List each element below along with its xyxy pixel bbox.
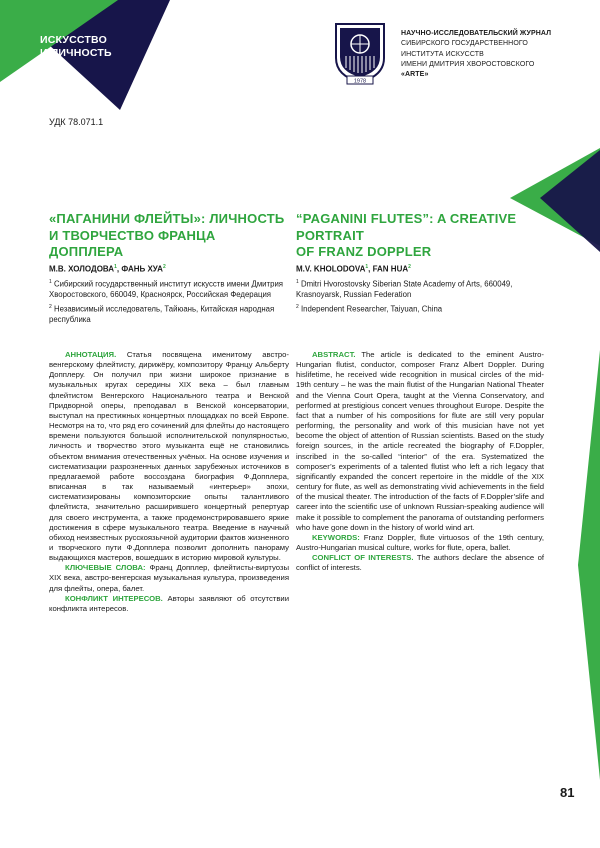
en-authors <box>296 264 544 274</box>
en-abstract-block <box>296 350 544 573</box>
section-tag <box>40 34 112 60</box>
en-aff2 <box>296 302 544 315</box>
ru-abstract-block <box>49 350 289 614</box>
right-green-stripe <box>578 350 600 780</box>
en-conflict-label: CONFLICT OF INTERESTS. <box>312 553 414 563</box>
en-authors-line <box>296 264 544 274</box>
en-aff1-text: Dmitri Hvorostovsky Siberian State Academy of Arts, 660049, Krasnoyarsk, Russian Federation <box>296 279 513 300</box>
ru-aff1-text: Сибирский государственный институт искусств имени Дмитрия Хворостовского, 660049, Красноярск, Российская Федерация <box>49 279 284 300</box>
journal-logo-icon <box>330 18 390 88</box>
en-aff2-sup: 2 <box>296 303 299 310</box>
en-aff1 <box>296 277 544 301</box>
en-aff2-text: Independent Researcher, Taiyuan, China <box>298 304 443 314</box>
ru-keywords-text: Франц Допплер, флейтисты-виртуозы XIX века, австро-венгерская музыкальная культура, произведения для флейты, опера, балет. <box>49 563 289 593</box>
en-title-line1: “PAGANINI FLUTES”: A CREATIVE PORTRAIT <box>296 211 517 243</box>
ru-title-line2: И ТВОРЧЕСТВО ФРАНЦА ДОППЛЕРА <box>49 227 216 259</box>
ru-title <box>49 211 289 261</box>
ru-conflict-text: Авторы заявляют об отсутствии конфликта интересов. <box>49 593 289 613</box>
ru-aff2-text: Независимый исследователь, Тайюань, Китайская народная республика <box>49 304 275 324</box>
journal-title-block <box>401 29 551 80</box>
ru-keywords <box>49 563 289 593</box>
en-author2-sup: 2 <box>408 264 411 270</box>
en-author-sep: , <box>368 264 373 274</box>
ru-author-sep: , <box>116 264 122 274</box>
ru-author1: М.В. ХОЛОДОВА <box>49 264 115 274</box>
ru-keywords-label: КЛЮЧЕВЫЕ СЛОВА: <box>65 563 146 573</box>
journal-line-5: «ARTE» <box>401 71 429 79</box>
ru-authors <box>49 264 289 274</box>
ru-abstract-label: АННОТАЦИЯ. <box>65 350 117 359</box>
ru-aff2-sup: 2 <box>49 303 52 310</box>
ru-author2-sup: 2 <box>162 264 166 270</box>
ru-aff1 <box>49 277 289 301</box>
en-title <box>296 211 544 261</box>
ru-author2: ФАНЬ ХУА <box>121 264 163 274</box>
en-keywords <box>296 533 544 553</box>
en-keywords-text: Franz Doppler, flute virtuosos of the 19th century, Austro-Hungarian musical culture, works for flute, opera, ballet. <box>296 532 544 552</box>
en-affiliations <box>296 277 544 315</box>
journal-line-3: ИНСТИТУТА ИСКУССТВ <box>401 50 484 58</box>
udk-code: УДК 78.071.1 <box>49 117 104 127</box>
ru-conflict-label: КОНФЛИКТ ИНТЕРЕСОВ. <box>65 593 163 603</box>
en-author2: FAN HUA <box>372 264 409 274</box>
ru-aff2 <box>49 302 289 326</box>
section-tag-line1: ИСКУССТВО <box>40 34 107 46</box>
en-author1-sup: 1 <box>365 264 369 270</box>
ru-authors-line <box>49 264 289 274</box>
ru-abstract <box>49 350 289 563</box>
journal-line-4: ИМЕНИ ДМИТРИЯ ХВОРОСТОВСКОГО <box>401 60 535 68</box>
logo-year: 1978 <box>353 78 367 85</box>
ru-author1-sup: 1 <box>114 264 117 270</box>
en-conflict <box>296 553 544 573</box>
page-number: 81 <box>560 785 575 800</box>
en-title-line2: OF FRANZ DOPPLER <box>296 244 432 259</box>
section-tag-line2: И ЛИЧНОСТЬ <box>40 47 112 59</box>
en-abstract <box>296 350 544 533</box>
journal-line-2: СИБИРСКОГО ГОСУДАРСТВЕННОГО <box>401 40 528 48</box>
en-aff1-sup: 1 <box>296 279 299 285</box>
en-keywords-label: KEYWORDS: <box>312 532 360 542</box>
en-author1: M.V. KHOLODOVA <box>296 264 366 274</box>
journal-line-1: НАУЧНО-ИССЛЕДОВАТЕЛЬСКИЙ ЖУРНАЛ <box>401 30 552 37</box>
ru-abstract-text: Статья посвящена именитому австро-венгерскому флейтисту, дирижёру, композитору Францу Альберту Допплеру. Он получил при жизни широкое признание в музыкальных кругах середины XIX века – был главным флейтистом Венгерского Национального театра и Венской Придворной оперы, преподавал в Венской консерватории, выступал на престижных концертных площадках по всей Европе. Несмотря на то, что ряд его сочинений для флейты до настоящего времени пользуются большой исполнительской популярностью, личность и творчество этого музыканта ещё не становились объектом внимания отечественных учёных. На основе изучения и систематизации разрозненных данных зарубежных источников в предлагаемой работе воссоздана биография Ф.Допплера, вписанная в так называемый «интерьер» эпохи, систематизированы композиторские опыты талантливого флейтиста, значительно расширившего концертный репертуар для своего инструмента, а также продемонстрировавшего яркие достижения в сфере музыкального театра. Введение в научный обиход неизвестных русскоязычной аудитории фактов жизненного и творческого пути Ф.Допплера позволит дополнить панораму выдающихся мастеров, вошедших в историю мировой культуры. <box>49 350 289 563</box>
en-abstract-label: ABSTRACT. <box>312 350 356 359</box>
ru-affiliations <box>49 277 289 326</box>
ru-aff1-sup: 1 <box>49 279 52 285</box>
ru-conflict <box>49 594 289 614</box>
en-conflict-text: The authors declare the absence of conflict of interests. <box>296 553 544 573</box>
ru-title-line1: «ПАГАНИНИ ФЛЕЙТЫ»: ЛИЧНОСТЬ <box>49 211 285 226</box>
en-abstract-text: The article is dedicated to the eminent Austro-Hungarian flutist, conductor, composer Franz Albert Doppler. During hislifetime, he received wide recognition in musical circles of the mid-19th century – he was the main flutist of the Hungarian National Theater and the Vienna Court Opera, taught at the Vienna Conservatory, and performed at prestigious concert venues throughout Europe. Despite the fact that a number of his compositions for flute are still very popular performing, the personality and work of this musician have not yet become the object of attention of Russian scientists. Based on the study foreign sources, in the article recreated the biography of F.Doppler, inscribed in the so-called “interior” of the era. Systematized the composer’s experiments of a talented flutist who left a rich legacy that significantly expanded the concert repertoire in the middle of the XIX century for flute, as well as demonstrating vivid achievements in the field of the musical theater. The introduction of the facts of F.Doppler’slife and career into the scientific use of unknown Russian-speaking audience will make it possible to complement the panorama of outstanding performers who have gone down in the history of world wind art. <box>296 350 544 532</box>
